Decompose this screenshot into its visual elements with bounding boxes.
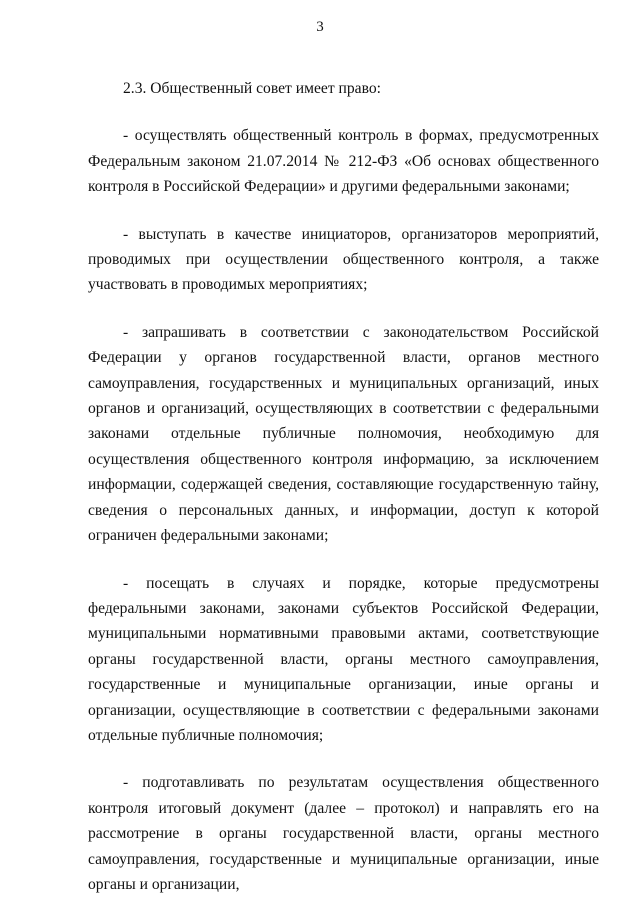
page-number: 3 [316,19,324,35]
paragraph-gap [88,748,599,770]
paragraph-request-information: - запрашивать в соответствии с законодательством Российской Федерации у органов государственной власти, органов местного самоуправления, государственных и муниципальных организаций, иных органов и организаций, осуществляющих в соответствии с федеральными законами отдельные публичные полномочия, необходимую для осуществления общественного контроля информацию, за исключением информации, содержащей сведения, составляющие государственную тайну, сведения о персональных данных, и информации, доступ к которой ограничен федеральными законами; [88,323,599,545]
paragraph-prepare-protocol: - подготавливать по результатам осуществления общественного контроля итоговый документ (далее – протокол) и направлять его на рассмотрение в органы государственной власти, органы местного самоуправления, государственные и муниципальные организации, иные органы и организации, [88,774,599,893]
paragraph-visit-organizations: - посещать в случаях и порядке, которые предусмотрены федеральными законами, законами субъектов Российской Федерации, муниципальными нормативными правовыми актами, соответствующие органы государственной власти, органы местного самоуправления, государственные и муниципальные организации, иные органы и организации, осуществляющие в соответствии с федеральными законами отдельные публичные полномочия; [88,574,599,744]
paragraph-gap [88,200,599,222]
paragraph-initiators: - выступать в качестве инициаторов, организаторов мероприятий, проводимых при осуществлении общественного контроля, а также участвовать в проводимых мероприятиях; [88,225,599,294]
section-heading: 2.3. Общественный совет имеет право: [123,80,381,97]
paragraph-gap [88,298,599,320]
paragraph-gap [88,549,599,571]
paragraph-gap [88,101,599,123]
paragraph-public-control-forms: - осуществлять общественный контроль в формах, предусмотренных Федеральным законом 21.07.2014 № 212-ФЗ «Об основах общественного контроля в Российской Федерации» и другими федеральными законами; [88,127,599,196]
document-body [88,76,599,897]
